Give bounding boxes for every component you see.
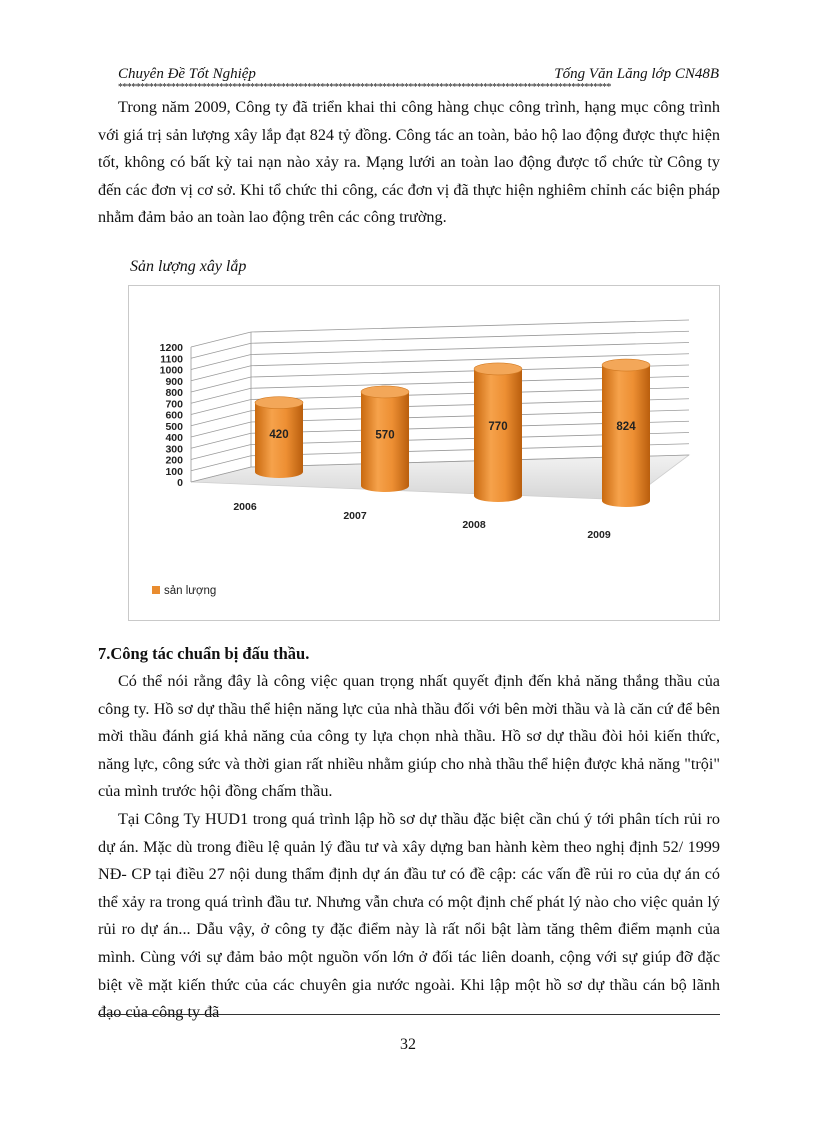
- y-tick-label: 1100: [160, 353, 183, 366]
- chart-container: [128, 285, 720, 621]
- gridline-side: [191, 377, 251, 392]
- data-label: 824: [616, 421, 636, 434]
- bar-top: [474, 363, 522, 375]
- data-label: 570: [375, 429, 395, 442]
- gridline-side: [191, 366, 251, 381]
- intro-paragraph: Trong năm 2009, Công ty đã triển khai thi công hàng chục công trình, hạng mục công trình với giá trị sản lượng xây lắp đạt 824 tỷ đồng. Công tác an toàn, bảo hộ lao động được thực hiện tốt, không có bất kỳ tai nạn nào xảy ra. Mạng lưới an toàn lao động được tổ chức từ Công ty đến các đơn vị cơ sở. Khi tổ chức thi công, các đơn vị đã thực hiện nghiêm chỉnh các biện pháp nhằm đảm bảo an toàn lao động trên các công trường.: [98, 98, 720, 227]
- gridline-side: [191, 445, 251, 460]
- gridline: [251, 343, 689, 355]
- gridline: [251, 320, 689, 332]
- bar-top: [255, 397, 303, 409]
- legend-label: sản lượng: [164, 585, 217, 597]
- y-tick-label: 400: [165, 432, 183, 444]
- production-chart: [129, 286, 721, 622]
- bar-2009: [602, 359, 650, 507]
- gridline-side: [191, 388, 251, 403]
- gridline: [251, 331, 689, 343]
- bar-2006: [255, 397, 303, 478]
- x-tick-label: 2007: [343, 510, 367, 522]
- x-tick-label: 2006: [233, 501, 257, 513]
- data-label: 420: [269, 428, 289, 441]
- y-tick-label: 200: [165, 454, 183, 467]
- bar-top: [602, 359, 650, 371]
- y-tick-label: 800: [165, 387, 183, 399]
- section-paragraph-1: Có thể nói rằng đây là công việc quan trọng nhất quyết định đến khả năng thắng thầu của công ty. Hồ sơ dự thầu thể hiện năng lực của nhà thầu đối với bên mời thầu và là căn cứ để bên mời thầu đánh giá khả năng của công ty lựa chọn nhà thầu. Hồ sơ dự thầu đòi hỏi kiến thức, năng lực, công sức và thời gian rất nhiều nhằm giúp cho nhà thầu thể hiện được khả năng "trội" của mình trước hội đồng chấm thầu.: [98, 672, 720, 801]
- x-tick-label: 2009: [587, 529, 611, 541]
- y-tick-label: 500: [165, 420, 183, 433]
- y-tick-label: 600: [165, 409, 183, 422]
- y-tick-label: 300: [165, 443, 183, 456]
- bar-top: [361, 386, 409, 398]
- gridline-side: [191, 400, 251, 415]
- y-tick-label: 900: [165, 375, 183, 388]
- y-tick-label: 700: [165, 398, 183, 411]
- data-label: 770: [488, 421, 508, 434]
- gridline-side: [191, 355, 251, 370]
- header-left: Chuyên Đề Tốt Nghiệp: [118, 66, 256, 82]
- header-right: Tống Văn Lăng lớp CN48B: [554, 66, 719, 82]
- bar-2008: [474, 363, 522, 502]
- header-separator: ****************************************************************************************************************: [118, 82, 611, 93]
- legend-swatch: [152, 586, 160, 594]
- gridline-side: [191, 433, 251, 448]
- section-heading: 7.Công tác chuẩn bị đấu thầu.: [98, 644, 310, 663]
- bar-body: [474, 369, 522, 502]
- gridline-side: [191, 456, 251, 471]
- y-tick-label: 1000: [159, 364, 183, 377]
- gridline-side: [191, 411, 251, 426]
- y-tick-label: 100: [165, 465, 183, 478]
- x-tick-label: 2008: [462, 519, 486, 531]
- gridline-side: [191, 332, 251, 347]
- section-paragraph-2: Tại Công Ty HUD1 trong quá trình lập hồ sơ dự thầu đặc biệt cần chú ý tới phân tích rủi ro dự án. Mặc dù trong điều lệ quản lý đầu tư và xây dựng ban hành kèm theo nghị định 52/ 1999 NĐ- CP tại điều 27 nội dung thẩm định dự án đầu tư có đề cập: các vấn đề rủi ro của dự án có thể xảy ra trong quá trình đầu tư. Nhưng vẫn chưa có một định chế phát lý nào cho việc quản lý rủi ro dự án... Dẫu vậy, ở công ty đặc điểm này là rất nổi bật làm tăng thêm điểm mạnh của mình. Cùng với sự đảm bảo một nguồn vốn lớn ở đối tác liên doanh, cộng với sự giúp đỡ đặc biệt về mặt kiến thức của các chuyên gia nước ngoài. Khi lập một hồ sơ dự thầu cán bộ lãnh đạo của công ty đã: [98, 810, 720, 1022]
- y-tick-label: 1200: [159, 342, 183, 354]
- chart-caption: Sản lượng xây lắp: [130, 258, 247, 275]
- page-number: 32: [400, 1036, 416, 1053]
- bar-body: [361, 392, 409, 492]
- footer-rule: [98, 1014, 720, 1015]
- gridline-side: [191, 343, 251, 358]
- gridline-side: [191, 422, 251, 437]
- bar-2007: [361, 386, 409, 492]
- bar-body: [602, 365, 650, 507]
- y-tick-label: 0: [177, 477, 183, 489]
